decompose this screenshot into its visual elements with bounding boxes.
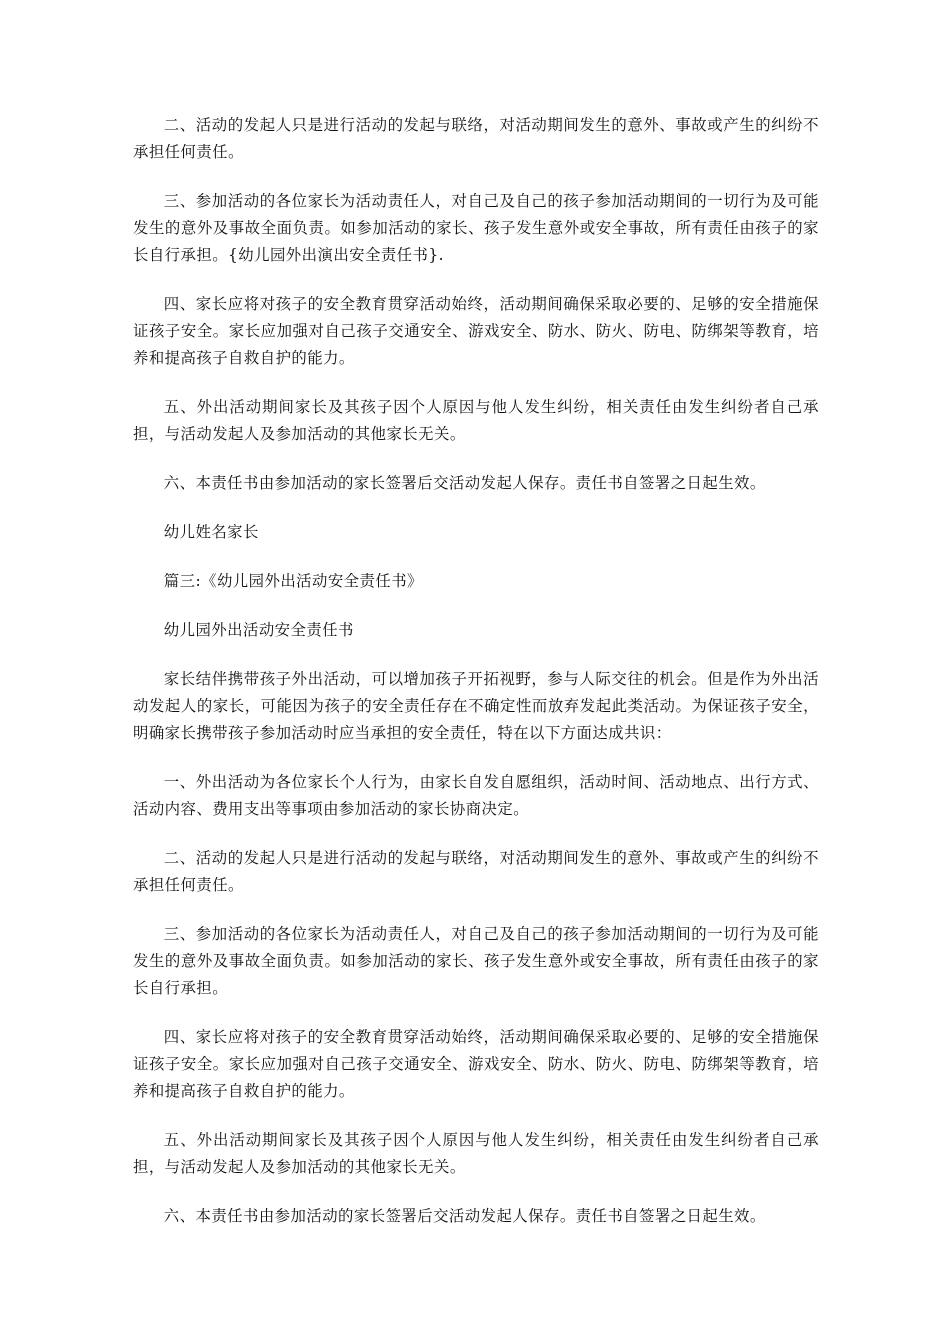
clause-6-effective-date: 六、本责任书由参加活动的家长签署后交活动发起人保存。责任书自签署之日起生效。 [163,1207,766,1225]
document-title: 幼儿园外出活动安全责任书 [163,621,354,639]
intro-paragraph: 家长结伴携带孩子外出活动，可以增加孩子开拓视野，参与人际交往的机会。但是作为外出活动发起人的家长，可能因为孩子的安全责任存在不确定性而放弃发起此类活动。为保证孩子安全，明确家长携带孩子参加活动时应当承担的安全责任，特在以下方面达成共识： [133,670,819,742]
clause-1-activity-nature: 一、外出活动为各位家长个人行为，由家长自发自愿组织，活动时间、活动地点、出行方式、活动内容、费用支出等事项由参加活动的家长协商决定。 [133,773,819,818]
clause-4-safety-education: 四、家长应将对孩子的安全教育贯穿活动始终，活动期间确保采取必要的、足够的安全措施保证孩子安全。家长应加强对自己孩子交通安全、游戏安全、防水、防火、防电、防绑架等教育，培养和提高孩子自救自护的能力。 [133,1028,819,1100]
clause-2-initiator-liability: 二、活动的发起人只是进行活动的发起与联络，对活动期间发生的意外、事故或产生的纠纷不承担任何责任。 [133,116,819,161]
clause-3-parent-responsibility: 三、参加活动的各位家长为活动责任人，对自己及自己的孩子参加活动期间的一切行为及可能发生的意外及事故全面负责。如参加活动的家长、孩子发生意外或安全事故，所有责任由孩子的家长自行承担。 [133,925,819,997]
clause-5-disputes: 五、外出活动期间家长及其孩子因个人原因与他人发生纠纷，相关责任由发生纠纷者自己承担，与活动发起人及参加活动的其他家长无关。 [133,398,819,443]
document-body [133,112,819,1230]
clause-5-disputes: 五、外出活动期间家长及其孩子因个人原因与他人发生纠纷，相关责任由发生纠纷者自己承担，与活动发起人及参加活动的其他家长无关。 [133,1131,819,1176]
section-heading: 篇三:《幼儿园外出活动安全责任书》 [163,572,423,590]
clause-4-safety-education: 四、家长应将对孩子的安全教育贯穿活动始终，活动期间确保采取必要的、足够的安全措施保证孩子安全。家长应加强对自己孩子交通安全、游戏安全、防水、防火、防电、防绑架等教育，培养和提高孩子自救自护的能力。 [133,295,819,367]
clause-2-initiator-liability: 二、活动的发起人只是进行活动的发起与联络，对活动期间发生的意外、事故或产生的纠纷不承担任何责任。 [133,849,819,894]
clause-3-parent-responsibility: 三、参加活动的各位家长为活动责任人，对自己及自己的孩子参加活动期间的一切行为及可能发生的意外及事故全面负责。如参加活动的家长、孩子发生意外或安全事故，所有责任由孩子的家长自行承担。{幼儿园外出演出安全责任书}. [133,192,819,264]
signature-line: 幼儿姓名家长 [163,523,259,541]
clause-6-effective-date: 六、本责任书由参加活动的家长签署后交活动发起人保存。责任书自签署之日起生效。 [163,474,766,492]
